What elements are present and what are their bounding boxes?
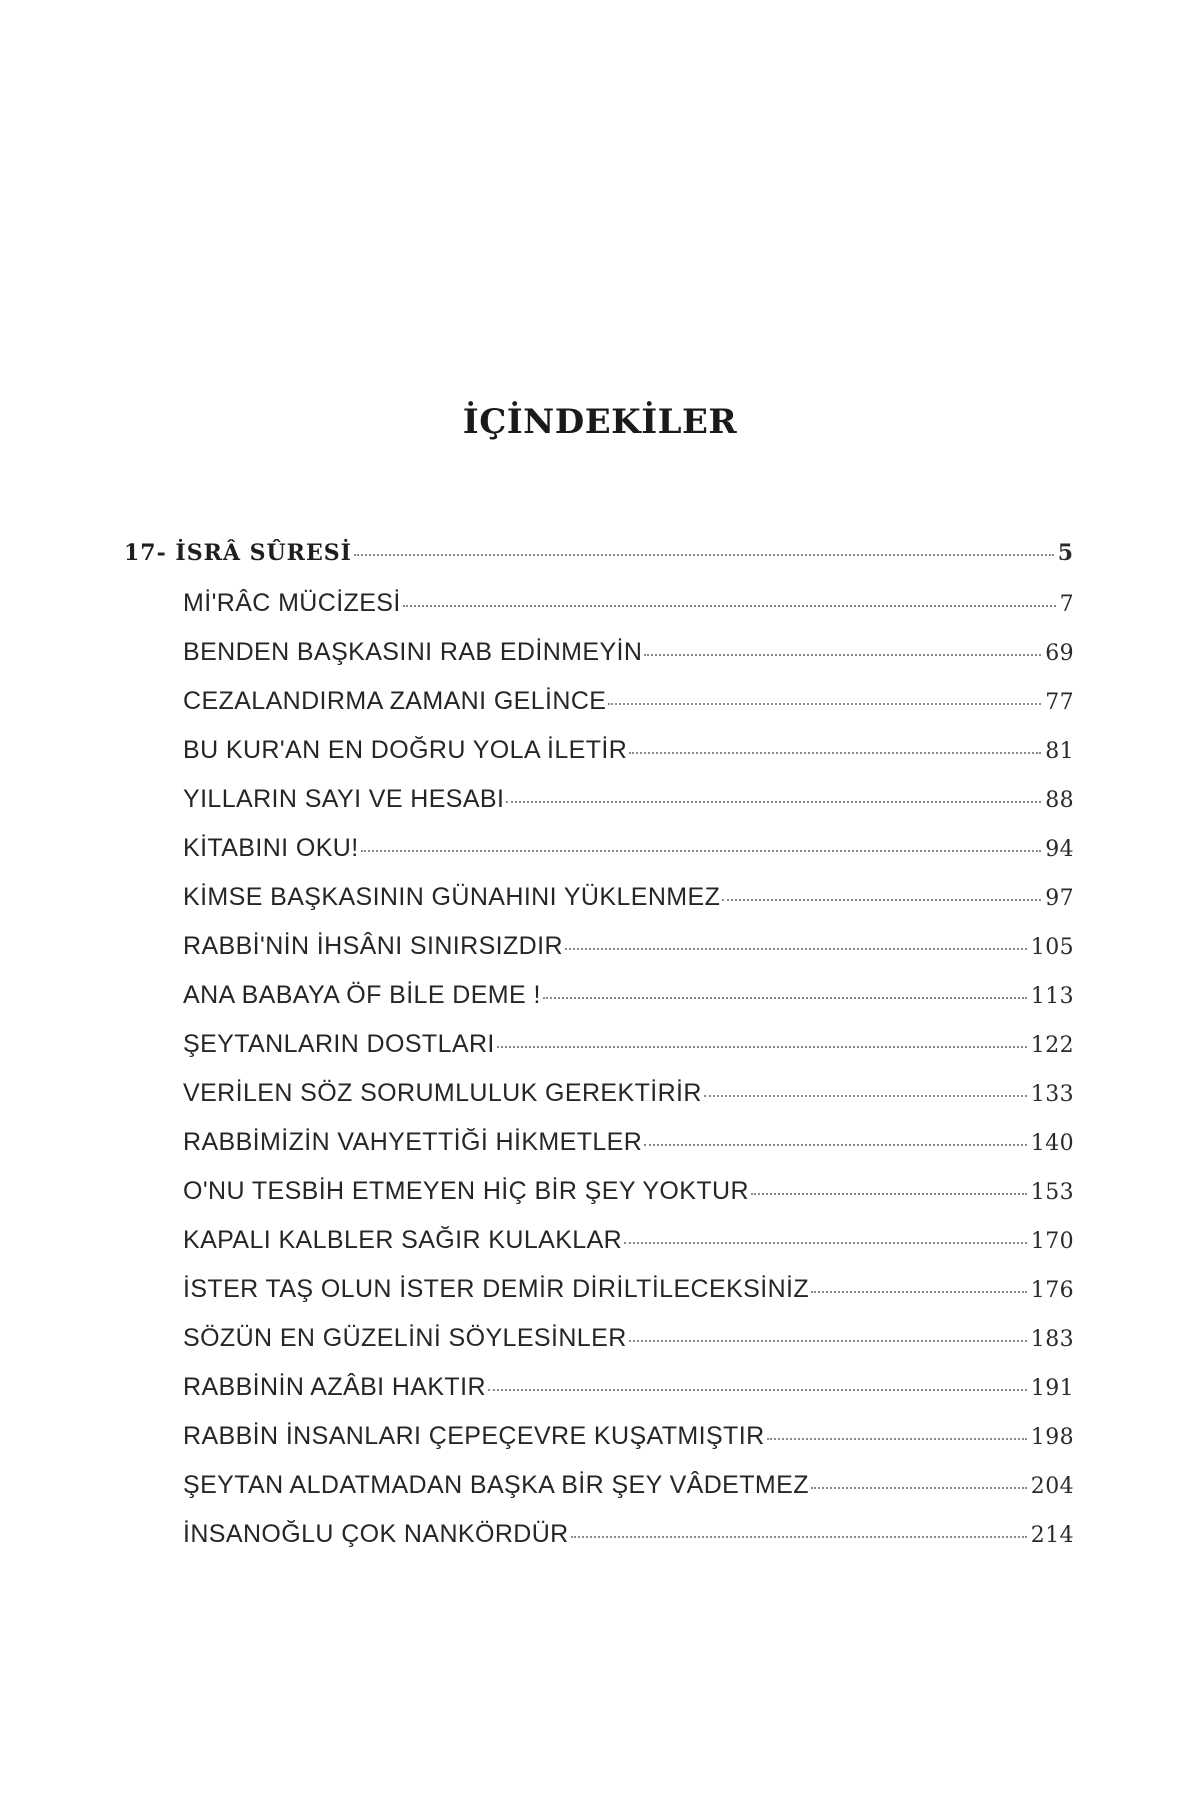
toc-entry [183, 883, 1074, 923]
toc-entry [183, 736, 1074, 776]
dot-leader [506, 801, 1041, 803]
toc-entry [183, 589, 1074, 629]
toc-entry-label: Mİ'RÂC MÜCİZESİ [183, 589, 401, 617]
dot-leader [403, 605, 1056, 607]
toc-entry-page-number: 94 [1045, 837, 1074, 862]
toc-entry-page-number: 69 [1045, 641, 1074, 666]
toc-entry-label: RABBİMİZİN VAHYETTİĞİ HİKMETLER [183, 1128, 643, 1156]
toc-entry-label: ANA BABAYA ÖF BİLE DEME ! [183, 981, 541, 1009]
toc-entry [183, 638, 1074, 678]
toc-entry-label: BU KUR'AN EN DOĞRU YOLA İLETİR [183, 736, 628, 764]
toc-entry-page-number: 183 [1030, 1327, 1074, 1352]
dot-leader [767, 1438, 1027, 1440]
toc-entry-label: ŞEYTANLARIN DOSTLARI [183, 1030, 495, 1058]
toc-entry-page-number: 81 [1045, 739, 1074, 764]
toc-entry [183, 687, 1074, 727]
toc-entry-page-number: 7 [1059, 592, 1074, 617]
toc-entry-page-number: 105 [1030, 935, 1074, 960]
chapter-title: 17- İSRÂ SÛRESİ [124, 540, 352, 566]
toc-entry-page-number: 198 [1030, 1425, 1074, 1450]
toc-entry [183, 1030, 1074, 1070]
toc-entry [183, 1226, 1074, 1266]
toc-entry-page-number: 204 [1030, 1474, 1074, 1499]
dot-leader [565, 948, 1027, 950]
toc-entry [183, 785, 1074, 825]
dot-leader [629, 752, 1041, 754]
toc-entry-label: RABBİNİN AZÂBI HAKTIR [183, 1373, 486, 1401]
toc-entry-page-number: 191 [1030, 1376, 1074, 1401]
toc-entry-label: O'NU TESBİH ETMEYEN HİÇ BİR ŞEY YOKTUR [183, 1177, 749, 1205]
toc-entry-page-number: 122 [1030, 1033, 1074, 1058]
toc-entry [183, 1422, 1074, 1462]
toc-entry-page-number: 88 [1045, 788, 1074, 813]
toc-entry-label: ŞEYTAN ALDATMADAN BAŞKA BİR ŞEY VÂDETMEZ [183, 1471, 809, 1499]
dot-leader [751, 1193, 1027, 1195]
toc-entry-label: KİMSE BAŞKASININ GÜNAHINI YÜKLENMEZ [183, 883, 721, 911]
toc-entry-page-number: 97 [1045, 886, 1074, 911]
toc-entry [183, 1471, 1074, 1511]
toc-entry-label: KAPALI KALBLER SAĞIR KULAKLAR [183, 1226, 623, 1254]
dot-leader [704, 1095, 1027, 1097]
dot-leader [629, 1340, 1027, 1342]
toc-entry-page-number: 113 [1030, 984, 1074, 1009]
dot-leader [811, 1487, 1027, 1489]
toc-entry [183, 1520, 1074, 1560]
toc-entry-page-number: 77 [1045, 690, 1074, 715]
toc-entry-page-number: 153 [1030, 1180, 1074, 1205]
dot-leader [497, 1046, 1027, 1048]
dot-leader [644, 654, 1041, 656]
toc-entry [183, 1079, 1074, 1119]
toc-entry [183, 1177, 1074, 1217]
dot-leader [571, 1536, 1027, 1538]
toc-entry-label: BENDEN BAŞKASINI RAB EDİNMEYİN [183, 638, 643, 666]
toc-entry [183, 981, 1074, 1021]
toc-entry [183, 834, 1074, 874]
toc-entry-page-number: 170 [1030, 1229, 1074, 1254]
dot-leader [488, 1389, 1027, 1391]
toc-chapter-entry [124, 540, 1074, 580]
page-title: İÇİNDEKİLER [462, 402, 738, 442]
toc-entry [183, 1275, 1074, 1315]
toc-entry-page-number: 176 [1030, 1278, 1074, 1303]
toc-entry-page-number: 214 [1030, 1523, 1074, 1548]
dot-leader [354, 554, 1054, 556]
dot-leader [543, 997, 1027, 999]
dot-leader [608, 703, 1041, 705]
toc-entry [183, 932, 1074, 972]
toc-entry-page-number: 140 [1030, 1131, 1074, 1156]
toc-entry [183, 1373, 1074, 1413]
toc-entry-label: SÖZÜN EN GÜZELİNİ SÖYLESİNLER [183, 1324, 627, 1352]
dot-leader [644, 1144, 1027, 1146]
toc-entry-page-number: 133 [1030, 1082, 1074, 1107]
toc-entry-label: RABBİN İNSANLARI ÇEPEÇEVRE KUŞATMIŞTIR [183, 1422, 765, 1450]
toc-entry-label: İSTER TAŞ OLUN İSTER DEMİR DİRİLTİLECEKSİNİZ [183, 1275, 810, 1303]
dot-leader [624, 1242, 1027, 1244]
chapter-page-number: 5 [1057, 540, 1074, 566]
toc-entry [183, 1128, 1074, 1168]
toc-entry-label: RABBİ'NİN İHSÂNI SINIRSIZDIR [183, 932, 563, 960]
dot-leader [722, 899, 1041, 901]
toc-entry-label: CEZALANDIRMA ZAMANI GELİNCE [183, 687, 607, 715]
dot-leader [361, 850, 1042, 852]
toc-entry-label: KİTABINI OKU! [183, 834, 359, 862]
toc-entry-label: VERİLEN SÖZ SORUMLULUK GEREKTİRİR [183, 1079, 702, 1107]
toc-entry-label: YILLARIN SAYI VE HESABI [183, 785, 505, 813]
toc-entry-label: İNSANOĞLU ÇOK NANKÖRDÜR [183, 1520, 569, 1548]
toc-entry [183, 1324, 1074, 1364]
dot-leader [811, 1291, 1027, 1293]
